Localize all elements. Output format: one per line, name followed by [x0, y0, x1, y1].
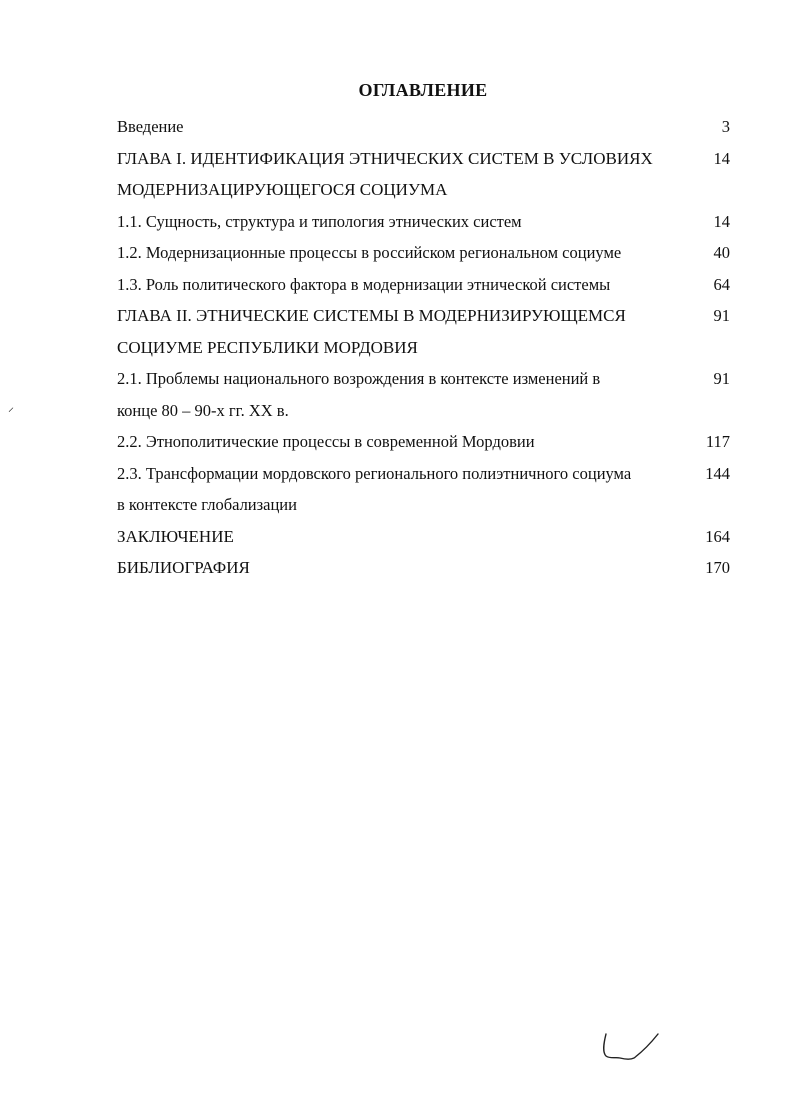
toc-title: ОГЛАВЛЕНИЕ — [358, 80, 488, 100]
toc-entry-text-line: ГЛАВА II. ЭТНИЧЕСКИЕ СИСТЕМЫ В МОДЕРНИЗИРУЮЩЕМСЯ — [117, 306, 626, 325]
toc-entry-page: 14 — [713, 148, 730, 168]
toc-entry-chapter-1 — [117, 143, 730, 206]
toc-entry-page: 40 — [713, 243, 730, 262]
toc-entry-text: ЗАКЛЮЧЕНИЕ — [117, 526, 234, 546]
toc-entry-page: 91 — [713, 369, 730, 388]
toc-entry-text-line: в контексте глобализации — [117, 495, 297, 514]
toc-entry-text: 1.1. Сущность, структура и типология этнических систем — [117, 211, 522, 231]
toc-entry-text-line: ГЛАВА I. ИДЕНТИФИКАЦИЯ ЭТНИЧЕСКИХ СИСТЕМ В УСЛОВИЯХ — [117, 148, 653, 168]
toc-entry-bibliography — [117, 552, 730, 584]
toc-entry-text — [117, 143, 689, 206]
toc-entry-text-line: МОДЕРНИЗАЦИРУЮЩЕГОСЯ СОЦИУМА — [117, 180, 448, 199]
toc-entry-page: 170 — [705, 558, 730, 577]
toc-entry-text — [117, 300, 689, 363]
handwritten-signature-icon — [600, 1028, 660, 1064]
toc-entry-text-line: СОЦИУМЕ РЕСПУБЛИКИ МОРДОВИЯ — [117, 337, 418, 357]
toc-entry-text-line: 2.3. Трансформации мордовского регионального полиэтничного социума — [117, 463, 632, 483]
toc-entry-page: 144 — [705, 463, 730, 483]
toc-entry-text — [117, 458, 689, 521]
toc-entry-section-1-1 — [117, 206, 730, 238]
toc-entry-section-1-2 — [117, 237, 730, 269]
toc-entry-section-2-1 — [117, 363, 730, 426]
toc-entry-introduction — [117, 111, 730, 143]
table-of-contents — [117, 111, 730, 584]
toc-entry-text-line: конце 80 – 90-х гг. XX в. — [117, 400, 289, 420]
toc-entry-chapter-2 — [117, 300, 730, 363]
toc-entry-section-2-3 — [117, 458, 730, 521]
toc-entry-conclusion — [117, 521, 730, 553]
toc-entry-text-line: 2.1. Проблемы национального возрождения в контексте изменений в — [117, 369, 601, 388]
toc-entry-section-1-3 — [117, 269, 730, 301]
margin-mark: ⸝ — [8, 400, 15, 414]
toc-entry-page: 3 — [721, 117, 730, 136]
toc-entry-text: 1.2. Модернизационные процессы в российском региональном социуме — [117, 243, 622, 262]
toc-entry-page: 64 — [713, 274, 730, 294]
toc-entry-text — [117, 363, 689, 426]
toc-entry-section-2-2 — [117, 426, 730, 458]
toc-entry-text: Введение — [117, 117, 184, 136]
toc-entry-text: 2.2. Этнополитические процессы в современной Мордовии — [117, 432, 535, 451]
toc-entry-text: 1.3. Роль политического фактора в модернизации этнической системы — [117, 274, 611, 294]
toc-entry-page: 91 — [713, 306, 730, 325]
toc-entry-page: 164 — [705, 526, 730, 546]
toc-entry-page: 14 — [713, 211, 730, 231]
toc-entry-text: БИБЛИОГРАФИЯ — [117, 558, 250, 577]
toc-entry-page: 117 — [705, 432, 730, 451]
